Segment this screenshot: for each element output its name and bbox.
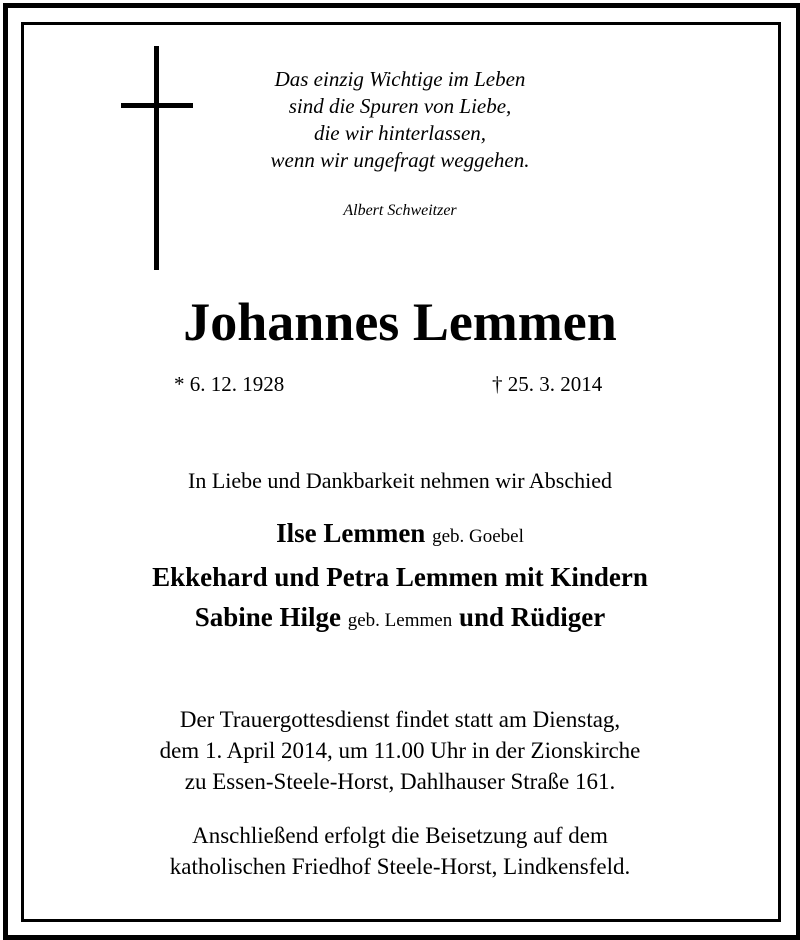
deceased-name: Johannes Lemmen	[183, 292, 617, 352]
service-line: dem 1. April 2014, um 11.00 Uhr in der Zionskirche	[159, 738, 641, 763]
quote-line: Das einzig Wichtige im Leben	[274, 67, 526, 91]
burial-line: katholischen Friedhof Steele-Horst, Lindkensfeld.	[169, 854, 631, 879]
mourners-list	[0, 513, 800, 641]
quote-line: wenn wir ungefragt weggehen.	[270, 148, 530, 172]
mourner-line	[0, 597, 800, 641]
quote-author: Albert Schweitzer	[343, 202, 457, 219]
mourner-name: Ilse Lemmen	[276, 518, 426, 548]
quote-line: sind die Spuren von Liebe,	[288, 94, 512, 118]
mourner-partner: und Rüdiger	[458, 602, 606, 632]
burial-line: Anschließend erfolgt die Beisetzung auf dem	[192, 823, 608, 848]
farewell-intro: In Liebe und Dankbarkeit nehmen wir Abschied	[188, 468, 612, 493]
death-date: † 25. 3. 2014	[492, 372, 603, 396]
mourner-line	[0, 557, 800, 597]
service-line: zu Essen-Steele-Horst, Dahlhauser Straße 161.	[184, 769, 616, 794]
burial-info	[0, 820, 800, 882]
birth-date: * 6. 12. 1928	[174, 372, 285, 396]
cross-icon	[154, 46, 159, 270]
service-info	[0, 704, 800, 797]
mourner-line	[0, 513, 800, 557]
quote-line: die wir hinterlassen,	[313, 121, 487, 145]
mourner-name: Ekkehard und Petra Lemmen mit Kindern	[152, 562, 648, 592]
mourner-name: Sabine Hilge	[194, 602, 341, 632]
service-line: Der Trauergottesdienst findet statt am Dienstag,	[179, 707, 621, 732]
quote	[240, 66, 560, 174]
cross-icon-crossbar	[121, 103, 193, 108]
mourner-maiden-name: geb. Goebel	[432, 526, 524, 547]
mourner-maiden-name: geb. Lemmen	[347, 610, 453, 631]
